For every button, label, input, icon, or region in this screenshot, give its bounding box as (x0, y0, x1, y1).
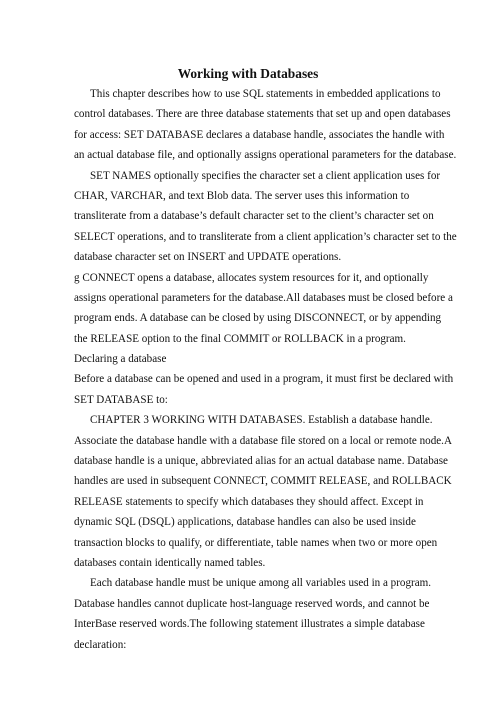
body-line: Declaring a database (74, 353, 167, 366)
body-line: the RELEASE option to the final COMMIT or ROLLBACK in a program. (74, 332, 406, 345)
body-line: assigns operational parameters for the database.All databases must be closed before a (74, 291, 453, 304)
body-line: declaration: (74, 638, 127, 651)
body-line: databases contain identically named tables. (74, 556, 266, 569)
body-line: SELECT operations, and to transliterate from a client application’s character set to the (74, 230, 457, 243)
body-line: CHAPTER 3 WORKING WITH DATABASES. Establish a database handle. (90, 414, 433, 427)
body-line: Before a database can be opened and used in a program, it must first be declared with (74, 373, 454, 386)
body-line: control databases. There are three database statements that set up and open databases (74, 108, 451, 121)
body-line: for access: SET DATABASE declares a database handle, associates the handle with (74, 128, 445, 141)
body-line: InterBase reserved words.The following statement illustrates a simple database (74, 618, 425, 631)
body-line: program ends. A database can be closed by using DISCONNECT, or by appending (74, 312, 442, 325)
body-line: Database handles cannot duplicate host-language reserved words, and cannot be (74, 597, 430, 610)
body-line: an actual database file, and optionally assigns operational parameters for the database. (74, 149, 457, 162)
body-line: database character set on INSERT and UPDATE operations. (74, 251, 342, 264)
body-line: transliterate from a database’s default character set to the client’s character set on (74, 210, 434, 223)
document-body (74, 84, 457, 655)
body-line: Associate the database handle with a database file stored on a local or remote node.A (74, 434, 452, 447)
document-title: Working with Databases (177, 66, 319, 81)
body-line: SET DATABASE to: (74, 393, 168, 406)
body-line: database handle is a unique, abbreviated alias for an actual database name. Database (74, 455, 448, 468)
body-line: SET NAMES optionally specifies the character set a client application uses for (90, 169, 441, 182)
body-line: Each database handle must be unique among all variables used in a program. (90, 577, 432, 590)
body-line: handles are used in subsequent CONNECT, COMMIT RELEASE, and ROLLBACK (74, 475, 452, 488)
body-line: RELEASE statements to specify which databases they should affect. Except in (74, 495, 424, 508)
body-line: CHAR, VARCHAR, and text Blob data. The server uses this information to (74, 189, 410, 202)
body-line: dynamic SQL (DSQL) applications, database handles can also be used inside (74, 516, 416, 529)
body-line: This chapter describes how to use SQL statements in embedded applications to (90, 88, 441, 100)
body-line: g CONNECT opens a database, allocates system resources for it, and optionally (74, 271, 429, 284)
body-line: transaction blocks to qualify, or differentiate, table names when two or more open (74, 536, 438, 549)
